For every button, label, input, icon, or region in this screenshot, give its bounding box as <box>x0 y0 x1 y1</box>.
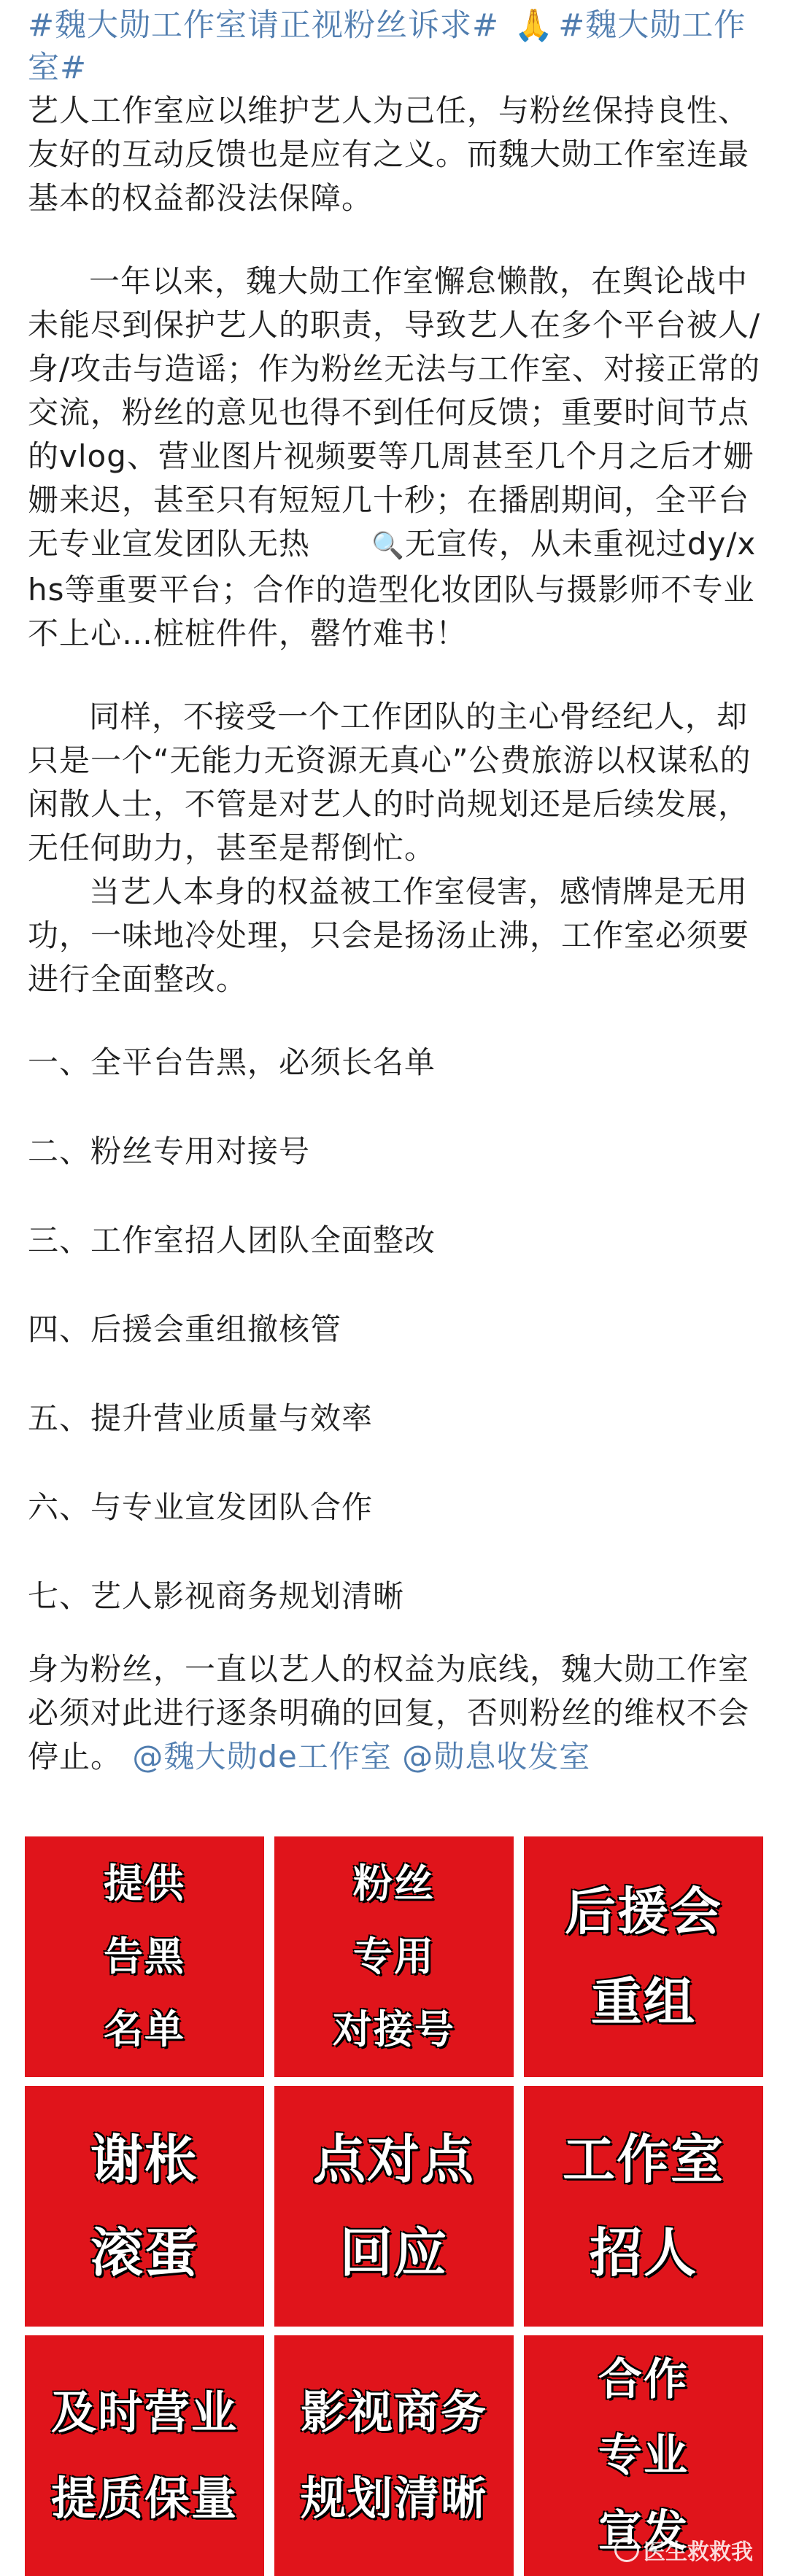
search-emoji-icon: 🔍 <box>371 530 405 561</box>
tile-text: 粉丝 专用 对接号 <box>333 1861 455 2052</box>
grid-image[interactable] <box>274 2086 514 2327</box>
grid-image[interactable] <box>274 1836 514 2077</box>
rectify-paragraph: 当艺人本身的权益被工作室侵害，感情牌是无用功，一味地冷处理，只会是扬汤止沸，工作室必须要进行全面整改。 <box>28 873 750 997</box>
tile-text: 工作室 招人 <box>562 2129 725 2284</box>
closing-paragraph <box>28 1648 765 1779</box>
tile-text: 后援会 重组 <box>565 1882 722 2032</box>
demand-item: 六、与专业宣发团队合作 <box>28 1489 374 1525</box>
tile-text: 影视商务 规划清晰 <box>300 2386 487 2525</box>
grid-image[interactable] <box>25 2335 264 2576</box>
demand-item: 三、工作室招人团队全面整改 <box>28 1222 436 1258</box>
mention-fan-station[interactable]: @勋息收发室 <box>402 1738 591 1774</box>
demand-item: 七、艺人影视商务规划清晰 <box>28 1578 405 1614</box>
hashtag-studio-respect-fans[interactable]: #魏大勋工作室请正视粉丝诉求# <box>28 7 500 44</box>
weibo-post <box>28 0 765 1779</box>
tile-text: 点对点 回应 <box>312 2129 475 2284</box>
tile-text: 及时营业 提质保量 <box>50 2386 238 2525</box>
tile-text: 谢枨 滚蛋 <box>90 2129 198 2284</box>
watermark-text: 医生救救我 <box>644 2540 753 2565</box>
weibo-logo-icon <box>614 2537 639 2562</box>
manager-paragraph: 同样，不接受一个工作团队的主心骨经纪人，却只是一个“无能力无资源无真心”公费旅游以权谋私的闲散人士，不管是对艺人的时尚规划还是后续发展，无任何助力，甚至是帮倒忙。 <box>28 698 752 866</box>
mention-studio[interactable]: @魏大勋de工作室 <box>132 1738 392 1774</box>
demands-list <box>28 1041 765 1648</box>
grid-image[interactable] <box>524 2335 763 2576</box>
grid-image[interactable] <box>524 2086 763 2327</box>
demand-item: 五、提升营业质量与效率 <box>28 1400 374 1436</box>
grid-image[interactable] <box>524 1836 763 2077</box>
watermark <box>614 2534 753 2566</box>
complaint-text-b: 无宣传，从未重视过dy/xhs等重要平台；合作的造型化妆团队与摄影师不专业不上心…桩桩件件，罄竹难书！ <box>28 526 757 651</box>
hashtag-studio[interactable]: #魏大勋工作室# <box>28 7 746 86</box>
complaint-text-a: 一年以来，魏大勋工作室懈怠懒散，在舆论战中未能尽到保护艺人的职责，导致艺人在多个平台被人/身/攻击与造谣；作为粉丝无法与工作室、对接正常的交流，粉丝的意见也得不到任何反馈；重要时间节点的vlog、营业图片视频要等几周甚至几个月之后才姗姗来迟，甚至只有短短几十秒；在播剧期间，全平台无专业宣发团队无热 <box>28 263 761 562</box>
demand-item: 一、全平台告黑，必须长名单 <box>28 1044 436 1080</box>
tile-text: 合作 专业 宣发 <box>598 2354 689 2557</box>
intro-paragraph: 艺人工作室应以维护艺人为己任，与粉丝保持良性、友好的互动反馈也是应有之义。而魏大勋工作室连最基本的权益都没法保障。 <box>28 93 750 216</box>
tile-text: 提供 告黑 名单 <box>104 1861 185 2052</box>
grid-image[interactable] <box>25 1836 264 2077</box>
image-grid <box>25 1836 763 2576</box>
complaint-paragraph <box>28 260 765 656</box>
closing-text: 身为粉丝，一直以艺人的权益为底线，魏大勋工作室必须对此进行逐条明确的回复，否则粉丝的维权不会停止。 <box>28 1650 750 1774</box>
demand-item: 二、粉丝专用对接号 <box>28 1133 311 1169</box>
hashtag-line <box>28 4 765 89</box>
pray-emoji-icon: 🙏 <box>514 7 555 44</box>
grid-image[interactable] <box>274 2335 514 2576</box>
demand-item: 四、后援会重组撤核管 <box>28 1311 342 1347</box>
grid-image[interactable] <box>25 2086 264 2327</box>
